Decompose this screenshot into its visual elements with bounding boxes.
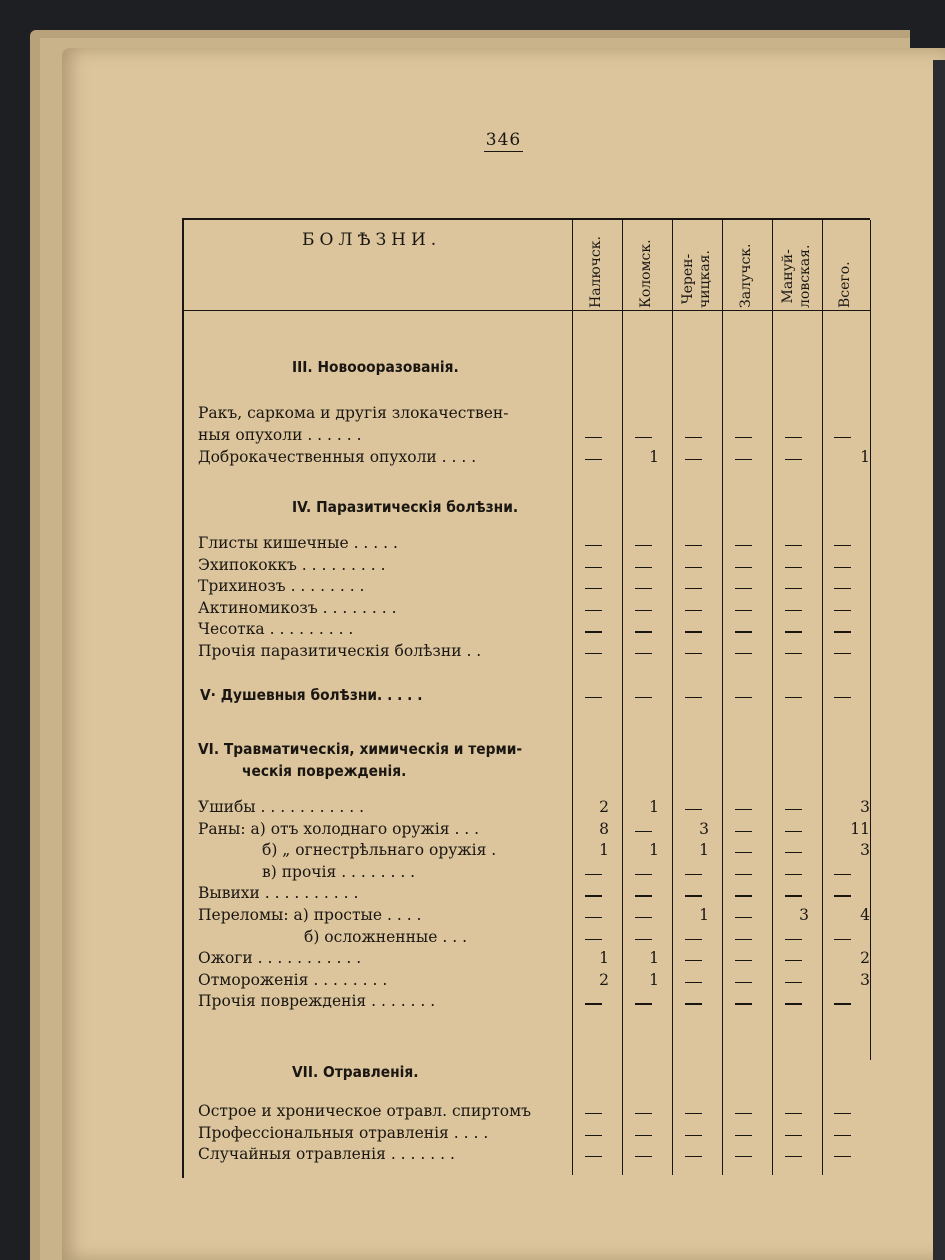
cell-dash — [735, 437, 752, 438]
cell-dash — [735, 545, 752, 546]
cell-dash — [685, 939, 702, 940]
cell-dash — [785, 982, 802, 983]
row-label-cont: ныя опухоли . . . . . . — [198, 426, 362, 444]
row-label: Глисты кишечные . . . . . — [198, 534, 398, 552]
cell-dash — [785, 610, 802, 611]
row-label: Случайныя отравленія . . . . . . . — [198, 1145, 455, 1164]
cell-dash — [585, 1156, 602, 1157]
cell-dash — [834, 1135, 851, 1136]
row-label: Чесотка . . . . . . . . . — [198, 620, 354, 639]
cell-dash — [785, 939, 802, 940]
cell-dash — [685, 1003, 702, 1004]
cell-dash — [785, 809, 802, 810]
section-heading: III. Новоооразованія. — [292, 358, 459, 376]
section-heading: VI. Травматическія, химическія и терми- — [198, 740, 523, 758]
row-label: Острое и хроническое отравл. спиртомъ — [198, 1102, 532, 1120]
row-label: Эхипококкъ . . . . . . . . . — [198, 555, 386, 574]
cell-dash — [585, 567, 602, 568]
cell-dash — [785, 459, 802, 460]
cell-dash — [834, 1003, 851, 1004]
cell-dash — [635, 917, 652, 918]
cell-dash — [585, 939, 602, 940]
cell-dash — [635, 545, 652, 546]
column-header: Налючск. — [588, 236, 604, 308]
cell-dash — [735, 1156, 752, 1157]
cell-dash — [635, 831, 652, 832]
cell-dash — [585, 697, 602, 698]
cell-dash — [585, 631, 602, 632]
cell-value: 3 — [799, 906, 809, 924]
cell-dash — [685, 567, 702, 568]
cell-dash — [685, 809, 702, 810]
cell-dash — [635, 697, 652, 698]
row-label: Ушибы . . . . . . . . . . . — [198, 798, 365, 816]
row-label: Трихинозъ . . . . . . . . — [198, 577, 365, 596]
cell-dash — [735, 588, 752, 589]
cell-dash — [585, 917, 602, 918]
cell-dash — [735, 982, 752, 983]
column-header: Коломск. — [638, 239, 654, 308]
cell-dash — [685, 631, 702, 632]
cell-dash — [635, 895, 652, 896]
column-rule — [722, 220, 723, 1175]
cell-dash — [685, 697, 702, 698]
cell-dash — [585, 610, 602, 611]
cell-dash — [785, 960, 802, 961]
row-label: Ожоги . . . . . . . . . . . — [198, 949, 362, 968]
cell-dash — [834, 567, 851, 568]
cell-dash — [585, 895, 602, 896]
cell-dash — [685, 437, 702, 438]
cell-dash — [635, 567, 652, 568]
cell-dash — [735, 1135, 752, 1136]
section-heading: V· Душевныя болѣзни. . . . . — [200, 686, 423, 704]
cell-dash — [834, 1156, 851, 1157]
row-label: Переломы: а) простые . . . . — [198, 906, 422, 924]
column-rule — [772, 220, 773, 1175]
cell-dash — [585, 545, 602, 546]
row-label: Ракъ, саркома и другія злокачествен- — [198, 404, 509, 422]
cell-dash — [685, 895, 702, 896]
section-heading-cont: ческія поврежденія. — [242, 762, 407, 780]
cell-dash — [834, 653, 851, 654]
cell-dash — [834, 697, 851, 698]
cell-dash — [685, 960, 702, 961]
cell-dash — [735, 459, 752, 460]
cell-value: 1 — [649, 841, 659, 860]
cell-value: 1 — [649, 798, 659, 816]
cell-dash — [735, 697, 752, 698]
cell-dash — [785, 697, 802, 698]
cell-dash — [834, 588, 851, 589]
cell-dash — [635, 1135, 652, 1136]
cell-dash — [635, 610, 652, 611]
cell-dash — [735, 895, 752, 896]
cell-value: 4 — [860, 906, 870, 924]
column-header: Черен- чицкая. — [680, 250, 713, 308]
cell-dash — [834, 545, 851, 546]
section-heading: IV. Паразитическія болѣзни. — [292, 498, 519, 516]
cell-dash — [834, 874, 851, 875]
cell-dash — [685, 1135, 702, 1136]
cell-dash — [834, 895, 851, 896]
row-label: Отмороженія . . . . . . . . — [198, 970, 388, 989]
cell-dash — [785, 653, 802, 654]
cell-value: 1 — [599, 841, 609, 860]
cell-dash — [785, 631, 802, 632]
cell-value: 1 — [699, 841, 709, 860]
page-number: 346 — [485, 130, 522, 150]
cell-dash — [735, 1113, 752, 1114]
row-label: Доброкачественныя опухоли . . . . — [198, 448, 477, 466]
cell-dash — [685, 610, 702, 611]
cell-dash — [735, 874, 752, 875]
cell-dash — [785, 831, 802, 832]
cell-dash — [785, 545, 802, 546]
row-label: Вывихи . . . . . . . . . . — [198, 884, 359, 903]
cell-dash — [735, 960, 752, 961]
row-label: б) „ огнестрѣльнаго оружія . — [262, 841, 497, 860]
cell-dash — [585, 588, 602, 589]
cell-dash — [735, 939, 752, 940]
cell-dash — [635, 588, 652, 589]
cell-dash — [735, 831, 752, 832]
cell-value: 2 — [599, 970, 609, 989]
column-rule — [822, 220, 823, 1175]
cell-dash — [735, 852, 752, 853]
row-label: Профессіональныя отравленія . . . . — [198, 1123, 489, 1142]
table-left-rule — [182, 218, 184, 1178]
cell-dash — [785, 567, 802, 568]
cell-dash — [635, 653, 652, 654]
row-label: в) прочія . . . . . . . . — [262, 862, 416, 881]
cell-value: 3 — [860, 970, 870, 989]
column-rule — [672, 220, 673, 1175]
cell-value: 1 — [599, 949, 609, 968]
cell-dash — [785, 1113, 802, 1114]
cell-dash — [635, 1113, 652, 1114]
cell-dash — [735, 653, 752, 654]
cell-dash — [735, 1003, 752, 1004]
row-label: б) осложненные . . . — [304, 927, 467, 946]
table-header-rule — [182, 310, 870, 311]
cell-dash — [635, 1003, 652, 1004]
cell-dash — [635, 874, 652, 875]
cell-value: 1 — [860, 448, 870, 466]
cell-dash — [585, 1113, 602, 1114]
cell-value: 3 — [860, 841, 870, 860]
header-title: БОЛѢЗНИ. — [302, 230, 442, 250]
column-rule — [870, 220, 871, 1060]
cell-dash — [685, 1113, 702, 1114]
cell-dash — [585, 653, 602, 654]
cell-value: 2 — [599, 798, 609, 816]
cell-dash — [685, 874, 702, 875]
row-label: Актиномикозъ . . . . . . . . — [198, 598, 397, 617]
cell-dash — [685, 653, 702, 654]
cell-value: 2 — [860, 949, 870, 968]
row-label: Прочія поврежденія . . . . . . . — [198, 992, 436, 1011]
cell-dash — [585, 437, 602, 438]
cell-dash — [685, 982, 702, 983]
cell-dash — [834, 631, 851, 632]
cell-dash — [834, 1113, 851, 1114]
cell-dash — [785, 588, 802, 589]
cell-dash — [685, 545, 702, 546]
row-label: Раны: а) отъ холоднаго оружія . . . — [198, 819, 480, 838]
cell-dash — [585, 874, 602, 875]
cell-dash — [585, 1135, 602, 1136]
cell-dash — [834, 939, 851, 940]
cell-value: 1 — [649, 448, 659, 466]
row-label: Прочія паразитическія болѣзни . . — [198, 642, 482, 660]
disease-table — [182, 168, 870, 1178]
cell-dash — [735, 917, 752, 918]
cell-dash — [785, 437, 802, 438]
cell-dash — [785, 852, 802, 853]
cell-value: 1 — [649, 970, 659, 989]
cell-dash — [635, 939, 652, 940]
cell-dash — [735, 809, 752, 810]
cell-dash — [635, 1156, 652, 1157]
cell-dash — [785, 1135, 802, 1136]
cell-dash — [735, 567, 752, 568]
cell-dash — [585, 1003, 602, 1004]
cell-value: 1 — [699, 906, 709, 924]
table-top-rule — [182, 218, 870, 220]
cell-value: 11 — [850, 819, 870, 838]
cell-value: 3 — [860, 798, 870, 816]
column-header: Залучск. — [738, 243, 754, 308]
cell-value: 8 — [599, 819, 609, 838]
cell-dash — [834, 610, 851, 611]
cell-dash — [585, 459, 602, 460]
right-edge — [933, 60, 945, 1260]
cell-dash — [685, 588, 702, 589]
cell-dash — [735, 610, 752, 611]
book-page — [62, 48, 945, 1260]
cell-dash — [785, 874, 802, 875]
cell-dash — [785, 895, 802, 896]
cell-dash — [685, 459, 702, 460]
cell-dash — [785, 1156, 802, 1157]
column-header: Мануй- ловская. — [780, 244, 813, 308]
cell-dash — [834, 437, 851, 438]
cell-dash — [635, 631, 652, 632]
cell-dash — [785, 1003, 802, 1004]
column-rule — [572, 220, 573, 1175]
column-header: Всего. — [837, 261, 853, 308]
cell-dash — [685, 1156, 702, 1157]
cell-dash — [735, 631, 752, 632]
section-heading: VII. Отравленія. — [292, 1063, 419, 1081]
cell-dash — [635, 437, 652, 438]
cell-value: 1 — [649, 949, 659, 968]
column-rule — [622, 220, 623, 1175]
cell-value: 3 — [699, 819, 709, 838]
